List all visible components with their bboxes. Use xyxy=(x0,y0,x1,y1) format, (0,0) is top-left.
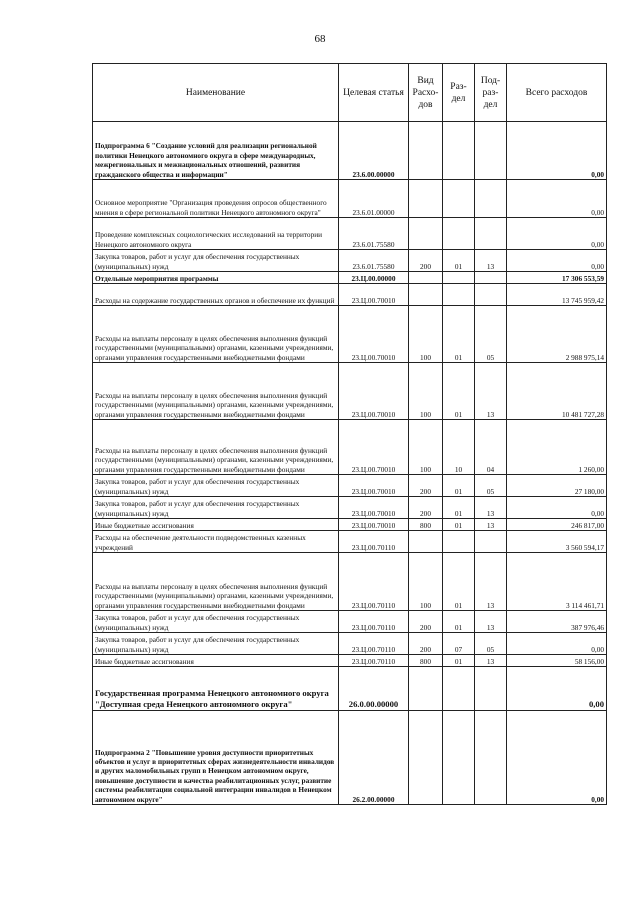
row-name: Закупка товаров, работ и услуг для обеспечения государственных (муниципальных) нужд xyxy=(93,633,339,655)
header-target: Целевая статья xyxy=(339,64,409,122)
table-row xyxy=(93,611,607,633)
row-vid xyxy=(409,180,443,218)
table-header-row xyxy=(93,64,607,122)
table-row xyxy=(93,306,607,363)
row-podrazdel: 13 xyxy=(475,519,507,531)
row-podrazdel xyxy=(475,667,507,711)
table-row xyxy=(93,531,607,553)
row-total: 387 976,46 xyxy=(507,611,607,633)
row-name: Иные бюджетные ассигнования xyxy=(93,655,339,667)
row-vid: 200 xyxy=(409,611,443,633)
row-razdel xyxy=(443,284,475,306)
row-podrazdel xyxy=(475,272,507,284)
row-target: 26.2.00.00000 xyxy=(339,711,409,805)
row-target: 23.Ц.00.70110 xyxy=(339,553,409,611)
row-name: Иные бюджетные ассигнования xyxy=(93,519,339,531)
row-razdel xyxy=(443,531,475,553)
row-vid: 100 xyxy=(409,363,443,420)
row-total: 10 481 727,28 xyxy=(507,363,607,420)
row-name: Расходы на выплаты персоналу в целях обеспечения выполнения функций государственными (муниципальными) органами, казенными учреждениями, органами управления государственными внебюджетными фондами xyxy=(93,363,339,420)
table-row xyxy=(93,218,607,250)
row-total: 2 988 975,14 xyxy=(507,306,607,363)
row-vid xyxy=(409,122,443,180)
row-vid xyxy=(409,711,443,805)
row-razdel xyxy=(443,218,475,250)
table-row xyxy=(93,250,607,272)
budget-table xyxy=(92,63,607,805)
header-vid: Вид Расхо-дов xyxy=(409,64,443,122)
row-vid: 800 xyxy=(409,655,443,667)
row-razdel: 01 xyxy=(443,611,475,633)
row-podrazdel: 13 xyxy=(475,655,507,667)
row-total: 0,00 xyxy=(507,218,607,250)
table-row xyxy=(93,711,607,805)
row-name: Закупка товаров, работ и услуг для обеспечения государственных (муниципальных) нужд xyxy=(93,497,339,519)
row-podrazdel: 13 xyxy=(475,497,507,519)
row-target: 26.0.00.00000 xyxy=(339,667,409,711)
row-name: Государственная программа Ненецкого автономного округа "Доступная среда Ненецкого автономного округа" xyxy=(93,667,339,711)
row-name: Основное мероприятие "Организация проведения опросов общественного мнения в сфере региональной политики Ненецкого автономного округа" xyxy=(93,180,339,218)
row-razdel xyxy=(443,711,475,805)
row-vid xyxy=(409,531,443,553)
row-total: 13 745 959,42 xyxy=(507,284,607,306)
table-row xyxy=(93,420,607,475)
table-row xyxy=(93,633,607,655)
row-total: 17 306 553,59 xyxy=(507,272,607,284)
row-target: 23.6.01.75580 xyxy=(339,218,409,250)
table-row xyxy=(93,180,607,218)
row-razdel xyxy=(443,667,475,711)
row-name: Проведение комплексных социологических исследований на территории Ненецкого автономного округа xyxy=(93,218,339,250)
table-row xyxy=(93,475,607,497)
row-name: Расходы на выплаты персоналу в целях обеспечения выполнения функций государственными (муниципальными) органами, казенными учреждениями, органами управления государственными внебюджетными фондами xyxy=(93,553,339,611)
row-name: Закупка товаров, работ и услуг для обеспечения государственных (муниципальных) нужд xyxy=(93,475,339,497)
table-row xyxy=(93,272,607,284)
row-vid: 200 xyxy=(409,497,443,519)
row-razdel xyxy=(443,180,475,218)
row-target: 23.Ц.00.70110 xyxy=(339,531,409,553)
row-target: 23.6.00.00000 xyxy=(339,122,409,180)
table-row xyxy=(93,363,607,420)
table-row xyxy=(93,667,607,711)
row-target: 23.Ц.00.70010 xyxy=(339,284,409,306)
row-name: Расходы на выплаты персоналу в целях обеспечения выполнения функций государственными (муниципальными) органами, казенными учреждениями, органами управления государственными внебюджетными фондами xyxy=(93,306,339,363)
row-total: 3 560 594,17 xyxy=(507,531,607,553)
row-razdel xyxy=(443,272,475,284)
row-total: 58 156,00 xyxy=(507,655,607,667)
row-target: 23.Ц.00.70110 xyxy=(339,633,409,655)
row-vid: 800 xyxy=(409,519,443,531)
row-total: 0,00 xyxy=(507,180,607,218)
row-podrazdel xyxy=(475,180,507,218)
row-target: 23.Ц.00.70010 xyxy=(339,363,409,420)
row-razdel: 01 xyxy=(443,250,475,272)
row-target: 23.Ц.00.70010 xyxy=(339,306,409,363)
row-podrazdel: 05 xyxy=(475,633,507,655)
page-number: 68 xyxy=(314,33,326,45)
row-target: 23.Ц.00.70010 xyxy=(339,497,409,519)
row-target: 23.Ц.00.70010 xyxy=(339,519,409,531)
row-name: Подпрограмма 2 "Повышение уровня доступности приоритетных объектов и услуг в приоритетных сферах жизнедеятельности инвалидов и других маломобильных групп в Ненецком автономном округе, повышение доступности и качества реабилитационных услуг, развитие системы реабилитации социальной интеграции инвалидов в Ненецком автономном округе" xyxy=(93,711,339,805)
row-target: 23.Ц.00.00000 xyxy=(339,272,409,284)
row-vid: 200 xyxy=(409,633,443,655)
row-total: 3 114 461,71 xyxy=(507,553,607,611)
row-vid: 200 xyxy=(409,250,443,272)
table-row xyxy=(93,284,607,306)
row-podrazdel xyxy=(475,122,507,180)
row-total: 0,00 xyxy=(507,711,607,805)
table-row xyxy=(93,497,607,519)
row-razdel: 01 xyxy=(443,519,475,531)
row-razdel: 01 xyxy=(443,363,475,420)
row-podrazdel: 13 xyxy=(475,611,507,633)
table-row xyxy=(93,553,607,611)
header-podrazdel: Под-раз-дел xyxy=(475,64,507,122)
row-total: 27 180,00 xyxy=(507,475,607,497)
row-razdel xyxy=(443,122,475,180)
row-target: 23.6.01.75580 xyxy=(339,250,409,272)
row-total: 0,00 xyxy=(507,122,607,180)
row-target: 23.Ц.00.70010 xyxy=(339,420,409,475)
row-vid xyxy=(409,218,443,250)
row-total: 246 817,00 xyxy=(507,519,607,531)
row-vid: 100 xyxy=(409,420,443,475)
row-target: 23.Ц.00.70010 xyxy=(339,475,409,497)
row-total: 0,00 xyxy=(507,497,607,519)
row-podrazdel: 13 xyxy=(475,553,507,611)
header-razdel: Раз-дел xyxy=(443,64,475,122)
table-row xyxy=(93,122,607,180)
row-name: Подпрограмма 6 "Создание условий для реализации региональной политики Ненецкого автономного округа в сфере международных, межрегиональных и межнациональных отношений, развития гражданского общества и информации" xyxy=(93,122,339,180)
row-razdel: 01 xyxy=(443,553,475,611)
row-name: Расходы на выплаты персоналу в целях обеспечения выполнения функций государственными (муниципальными) органами, казенными учреждениями, органами управления государственными внебюджетными фондами xyxy=(93,420,339,475)
row-podrazdel xyxy=(475,218,507,250)
row-podrazdel xyxy=(475,711,507,805)
row-total: 0,00 xyxy=(507,667,607,711)
row-podrazdel: 05 xyxy=(475,475,507,497)
row-name: Расходы на обеспечение деятельности подведомственных казенных учреждений xyxy=(93,531,339,553)
table-row xyxy=(93,655,607,667)
row-total: 0,00 xyxy=(507,633,607,655)
header-total: Всего расходов xyxy=(507,64,607,122)
row-razdel: 10 xyxy=(443,420,475,475)
row-name: Закупка товаров, работ и услуг для обеспечения государственных (муниципальных) нужд xyxy=(93,250,339,272)
row-razdel: 01 xyxy=(443,306,475,363)
row-name: Закупка товаров, работ и услуг для обеспечения государственных (муниципальных) нужд xyxy=(93,611,339,633)
row-razdel: 01 xyxy=(443,475,475,497)
row-vid: 100 xyxy=(409,306,443,363)
row-vid: 100 xyxy=(409,553,443,611)
row-total: 1 260,00 xyxy=(507,420,607,475)
row-podrazdel: 13 xyxy=(475,363,507,420)
row-podrazdel xyxy=(475,531,507,553)
row-podrazdel: 13 xyxy=(475,250,507,272)
row-razdel: 01 xyxy=(443,655,475,667)
row-podrazdel: 05 xyxy=(475,306,507,363)
row-podrazdel xyxy=(475,284,507,306)
row-total: 0,00 xyxy=(507,250,607,272)
header-name: Наименование xyxy=(93,64,339,122)
row-name: Отдельные мероприятия программы xyxy=(93,272,339,284)
row-target: 23.Ц.00.70110 xyxy=(339,655,409,667)
row-vid: 200 xyxy=(409,475,443,497)
row-vid xyxy=(409,272,443,284)
row-podrazdel: 04 xyxy=(475,420,507,475)
row-razdel: 01 xyxy=(443,497,475,519)
row-vid xyxy=(409,667,443,711)
row-target: 23.6.01.00000 xyxy=(339,180,409,218)
row-vid xyxy=(409,284,443,306)
row-name: Расходы на содержание государственных органов и обеспечение их функций xyxy=(93,284,339,306)
table-row xyxy=(93,519,607,531)
row-target: 23.Ц.00.70110 xyxy=(339,611,409,633)
row-razdel: 07 xyxy=(443,633,475,655)
